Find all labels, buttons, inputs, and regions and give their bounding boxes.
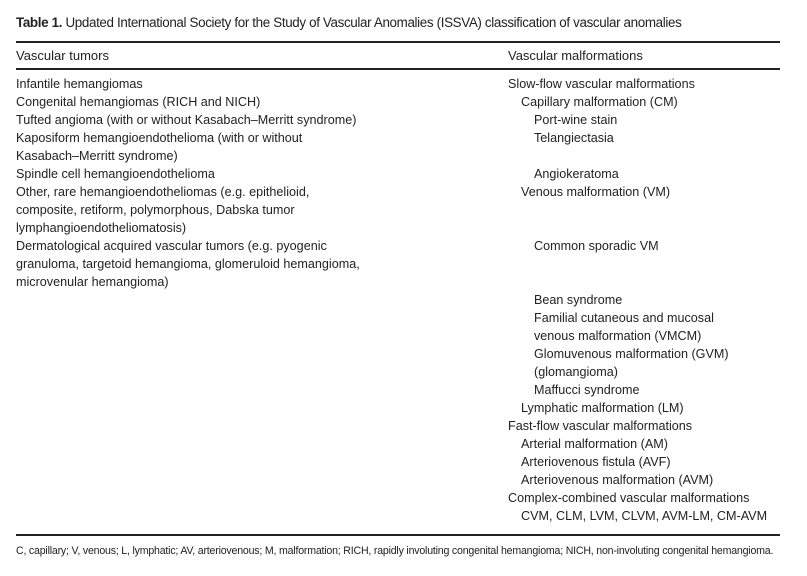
tumor-row: lymphangioendotheliomatosis) <box>16 221 187 235</box>
header-rule <box>16 68 780 70</box>
malformation-row: venous malformation (VMCM) <box>534 329 702 343</box>
malformation-row: CVM, CLM, LVM, CLVM, AVM-LM, CM-AVM <box>521 509 768 523</box>
bottom-rule <box>16 534 780 536</box>
malformation-row: Port-wine stain <box>534 113 618 127</box>
malformation-row: Lymphatic malformation (LM) <box>521 401 684 415</box>
malformation-row: Glomuvenous malformation (GVM) <box>534 347 729 361</box>
malformation-row: Venous malformation (VM) <box>521 185 671 199</box>
malformation-row: Angiokeratoma <box>534 167 619 181</box>
malformation-row <box>508 201 767 219</box>
malformation-row <box>508 273 767 291</box>
header-vascular-tumors: Vascular tumors <box>16 48 109 63</box>
tumor-row: microvenular hemangioma) <box>16 275 169 289</box>
malformation-row: Complex-combined vascular malformations <box>508 491 750 505</box>
tumor-row: Tufted angioma (with or without Kasabach–Merritt syndrome) <box>16 113 357 127</box>
table-footnote: C, capillary; V, venous; L, lymphatic; AV, arteriovenous; M, malformation; RICH, rapidly involuting congenital hemangioma; NICH, non-involuting congenital hemangioma. <box>16 545 774 557</box>
tumor-row: granuloma, targetoid hemangioma, glomeruloid hemangioma, <box>16 257 360 271</box>
tumor-row: Kasabach–Merritt syndrome) <box>16 149 178 163</box>
table-caption <box>16 15 681 30</box>
tumor-row: composite, retiform, polymorphous, Dabska tumor <box>16 203 295 217</box>
malformation-row: Common sporadic VM <box>534 239 659 253</box>
malformation-row: Slow-flow vascular malformations <box>508 77 695 91</box>
tumor-row: Other, rare hemangioendotheliomas (e.g. epithelioid, <box>16 185 310 199</box>
malformation-row: Familial cutaneous and mucosal <box>534 311 714 325</box>
malformation-row: Telangiectasia <box>534 131 614 145</box>
vascular-malformations-column <box>508 75 767 525</box>
malformation-row: (glomangioma) <box>534 365 618 379</box>
malformation-row <box>508 147 767 165</box>
malformation-row: Maffucci syndrome <box>534 383 640 397</box>
top-rule <box>16 41 780 43</box>
malformation-row: Arteriovenous malformation (AVM) <box>521 473 714 487</box>
header-vascular-malformations: Vascular malformations <box>508 48 643 63</box>
table-label: Table 1. <box>16 15 63 30</box>
table-title: Updated International Society for the Study of Vascular Anomalies (ISSVA) classification of vascular anomalies <box>65 15 682 30</box>
malformation-row: Capillary malformation (CM) <box>521 95 678 109</box>
vascular-tumors-column <box>16 75 360 291</box>
tumor-row: Kaposiform hemangioendothelioma (with or without <box>16 131 303 145</box>
malformation-row: Arteriovenous fistula (AVF) <box>521 455 671 469</box>
malformation-row: Fast-flow vascular malformations <box>508 419 693 433</box>
tumor-row: Infantile hemangiomas <box>16 77 143 91</box>
tumor-row: Dermatological acquired vascular tumors (e.g. pyogenic <box>16 239 327 253</box>
malformation-row <box>508 219 767 237</box>
malformation-row <box>508 255 767 273</box>
tumor-row: Congenital hemangiomas (RICH and NICH) <box>16 95 261 109</box>
malformation-row: Arterial malformation (AM) <box>521 437 668 451</box>
malformation-row: Bean syndrome <box>534 293 623 307</box>
tumor-row: Spindle cell hemangioendothelioma <box>16 167 215 181</box>
